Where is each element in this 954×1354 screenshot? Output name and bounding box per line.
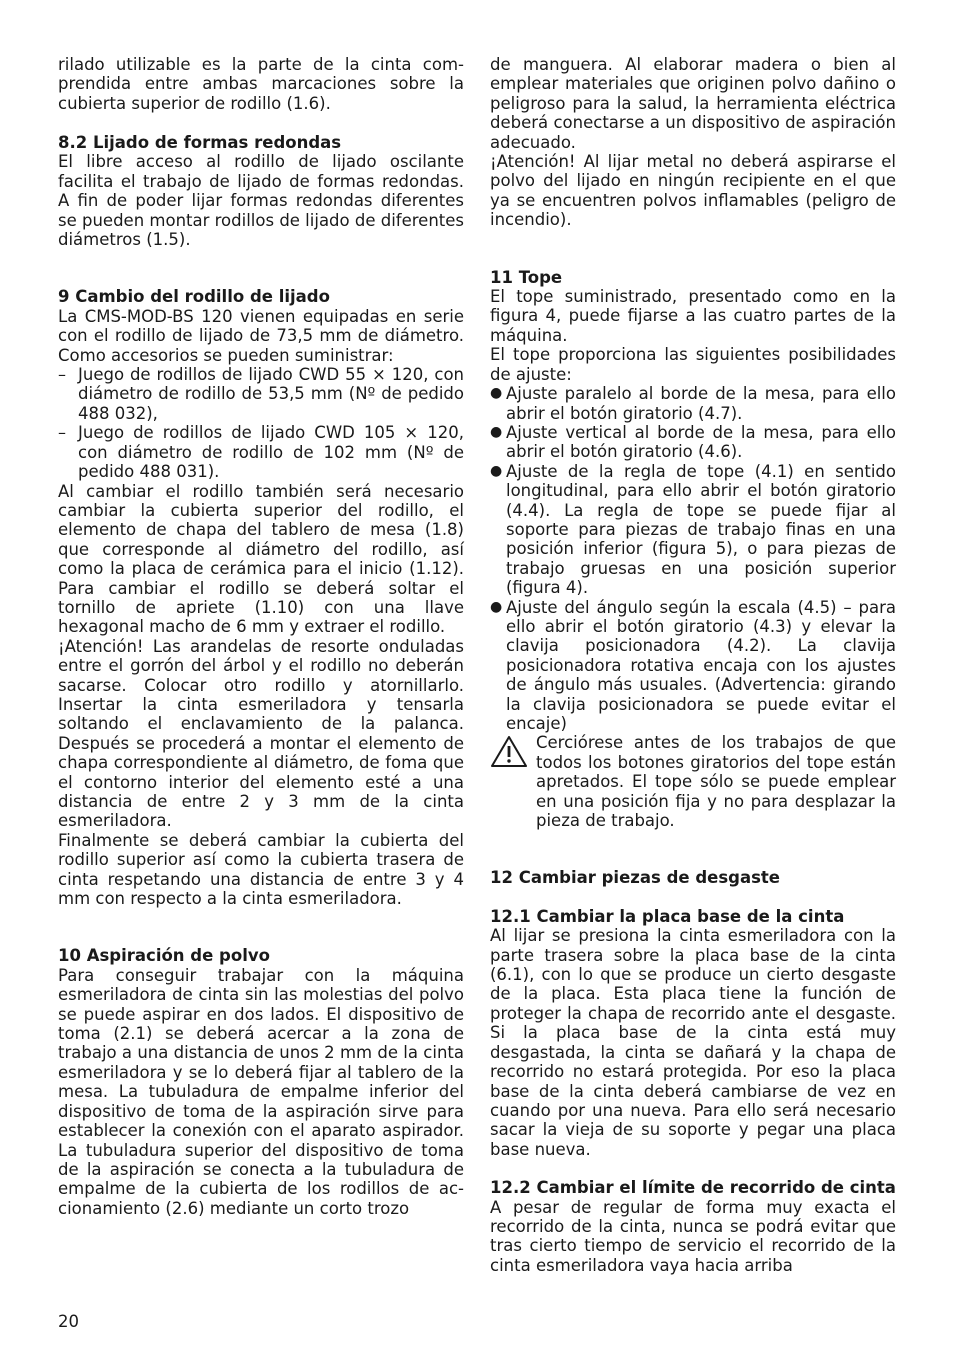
list-item-text: Juego de rodillos de lijado CWD 105 × 120, con diámetro de rodillo de 102 mm (Nº de pedido 488 031). (78, 423, 464, 482)
section-heading: 11 Tope (490, 267, 563, 287)
section-12-2 (490, 1178, 896, 1275)
paragraph: La CMS-MOD-BS 120 vienen equipadas en serie con el rodillo de lijado de 73,5 mm de diámetro. Como accesorios se pueden suministrar: (58, 306, 464, 365)
bullet-marker: ● (490, 462, 503, 479)
section-12 (490, 868, 896, 887)
warning-triangle-icon (490, 733, 536, 830)
intro-block (58, 55, 464, 115)
attention-paragraph: ¡Atención! Al lijar metal no deberá aspirarse el polvo del lijado en ningún recipiente en el que ya se encuentren polvos inflamables (peligro de incendio). (490, 152, 896, 230)
section-heading: 8.2 Lijado de formas redondas (58, 133, 342, 152)
paragraph: Finalmente se deberá cambiar la cubierta del rodillo superior así como la cubierta trasera de cinta respetando una distancia de entre 3 y 4 mm con respecto a la cinta esmeriladora. (58, 830, 464, 909)
warning-text: Cerciórese antes de los trabajos de que todos los botones giratorios del tope están apretados. El tope sólo se puede emplear en una posición fija y no para desplazar la pieza de trabajo. (536, 733, 896, 831)
dash-marker: – (58, 423, 66, 443)
list-item-text: Ajuste vertical al borde de la mesa, para ello abrir el botón giratorio (4.6). (506, 422, 896, 462)
intro-paragraph: rilado utilizable es la parte de la cinta comprendida entre ambas marcaciones sobre la cubierta superior de rodillo (1.6). (58, 55, 464, 113)
continuation-block (490, 55, 896, 230)
section-heading: 10 Aspiración de polvo (58, 946, 270, 966)
paragraph: A pesar de regular de forma muy exacta el recorrido de la cinta, nunca se podrá evitar que tras cierto tiempo de servicio el recorrido de la cinta esmeriladora vaya hacia arriba (490, 1197, 896, 1275)
bullet-marker: ● (490, 598, 503, 615)
right-column (490, 55, 896, 1275)
section-11 (490, 268, 896, 831)
paragraph: El tope suministrado, presentado como en la figura 4, puede fijarse a las cuatro partes de la máquina. (490, 287, 896, 345)
subsection-heading: 12.2 Cambiar el límite de recorrido de cinta (490, 1178, 896, 1198)
section-heading: 12 Cambiar piezas de desgaste (490, 868, 780, 888)
bullet-marker: ● (490, 385, 503, 402)
bullet-item (490, 423, 896, 462)
page-number: 20 (58, 1312, 79, 1331)
warning-note (490, 733, 896, 830)
list-item-text: Ajuste paralelo al borde de la mesa, para ello abrir el botón giratorio (4.7). (506, 384, 896, 423)
section-10 (58, 946, 464, 1218)
bullet-marker: ● (490, 423, 503, 440)
paragraph: Para conseguir trabajar con la máquina esmeriladora de cinta sin las molestias del polvo se puede aspirar en dos lados. El dispositivo de toma (2.1) se deberá acercar a la zona de trabajo a una distancia de unos 2 mm de la cinta esmeriladora y se lo deberá fijar al tablero de la mesa. La tubuladura de empalme inferior del dispositivo de toma de la aspiración sirve para establecer la conexión con el aparato aspirador. La tubuladura superior del dispositivo de toma de la aspiración se conecta a la tubuladura de empalme de la cubierta de los rodillos de accionamiento (2.6) mediante un corto trozo (58, 965, 464, 1218)
dash-marker: – (58, 365, 66, 385)
dash-list-item (58, 365, 464, 423)
dash-list-item (58, 423, 464, 481)
paragraph: El libre acceso al rodillo de lijado oscilante facilita el trabajo de lijado de formas redondas. A fin de poder lijar formas redondas diferentes se pueden montar rodillos de lijado de diferentes diámetros (1.5). (58, 152, 464, 250)
section-heading: 9 Cambio del rodillo de lijado (58, 287, 330, 307)
paragraph: El tope proporciona las siguientes posibilidades de ajuste: (490, 345, 896, 384)
paragraph: Al lijar se presiona la cinta esmeriladora con la parte trasera sobre la placa base de la cinta (6.1), con lo que se produce un cierto desgaste de la placa. Esta placa tiene la función de proteger la chapa de recorrido ante el desgaste. Si la placa base de la cinta está muy desgastada, la cinta se dañará y la chapa de recorrido no estará protegida. Por eso la placa base de la cinta deberá cambiarse de vez en cuando por una nueva. Para ello será necesario sacar la vieja de su soporte y pegar una placa base nueva. (490, 926, 896, 1159)
list-item-text: Ajuste de la regla de tope (4.1) en sentido longitudinal, para ello abrir el botón giratorio (4.4). La regla de tope se puede fijar al soporte para piezas de trabajo finas en una posición inferior (figura 5), o para piezas de trabajo gruesas en una posición superior (figura 4). (506, 461, 896, 598)
paragraph: de manguera. Al elaborar madera o bien al emplear materiales que originen polvo dañino o peligroso para la salud, la herramienta eléctrica deberá conectarse a un dispositivo de aspiración adecuado. (490, 55, 896, 152)
paragraph: Al cambiar el rodillo también será necesario cambiar la cubierta superior del rodillo, el elemento de chapa del tablero de mesa (1.8) que corresponde al diámetro del rodillo, así como la placa de cerámica para el inicio (1.12). Para cambiar el rodillo se deberá soltar el tornillo de apriete (1.10) con una llave hexagonal macho de 6 mm y extraer el rodillo. (58, 481, 464, 637)
section-9 (58, 287, 464, 908)
bullet-item (490, 598, 896, 734)
attention-paragraph: ¡Atención! Las arandelas de resorte onduladas entre el gorrón del árbol y el rodillo no deberán sacarse. Colocar otro rodillo y atornillarlo. Insertar la cinta esmeriladora y tensarla soltando el enclavamiento de la palanca. Después se procederá a montar el elemento de chapa correspondiente al diámetro, de foma que el contorno interior del elemento esté a una distancia de entre 2 y 3 mm de la cinta esmeriladora. (58, 636, 464, 831)
list-item-text: Juego de rodillos de lijado CWD 55 × 120, con diámetro de rodillo de 53,5 mm (Nº de pedido 488 032), (78, 365, 464, 423)
bullet-item (490, 462, 896, 598)
list-item-text: Ajuste del ángulo según la escala (4.5) – para ello abrir el botón giratorio (4.3) y elevar la clavija posicionadora (4.2). La clavija posicionadora rotativa encaja con los ajustes de ángulo más usuales. (Advertencia: girando la clavija posicionadora se puede evitar el encaje) (506, 597, 896, 733)
bullet-item (490, 384, 896, 423)
left-column (58, 55, 464, 1218)
subsection-heading: 12.1 Cambiar la placa base de la cinta (490, 906, 845, 926)
section-12-1 (490, 907, 896, 1159)
section-8-2 (58, 133, 464, 249)
